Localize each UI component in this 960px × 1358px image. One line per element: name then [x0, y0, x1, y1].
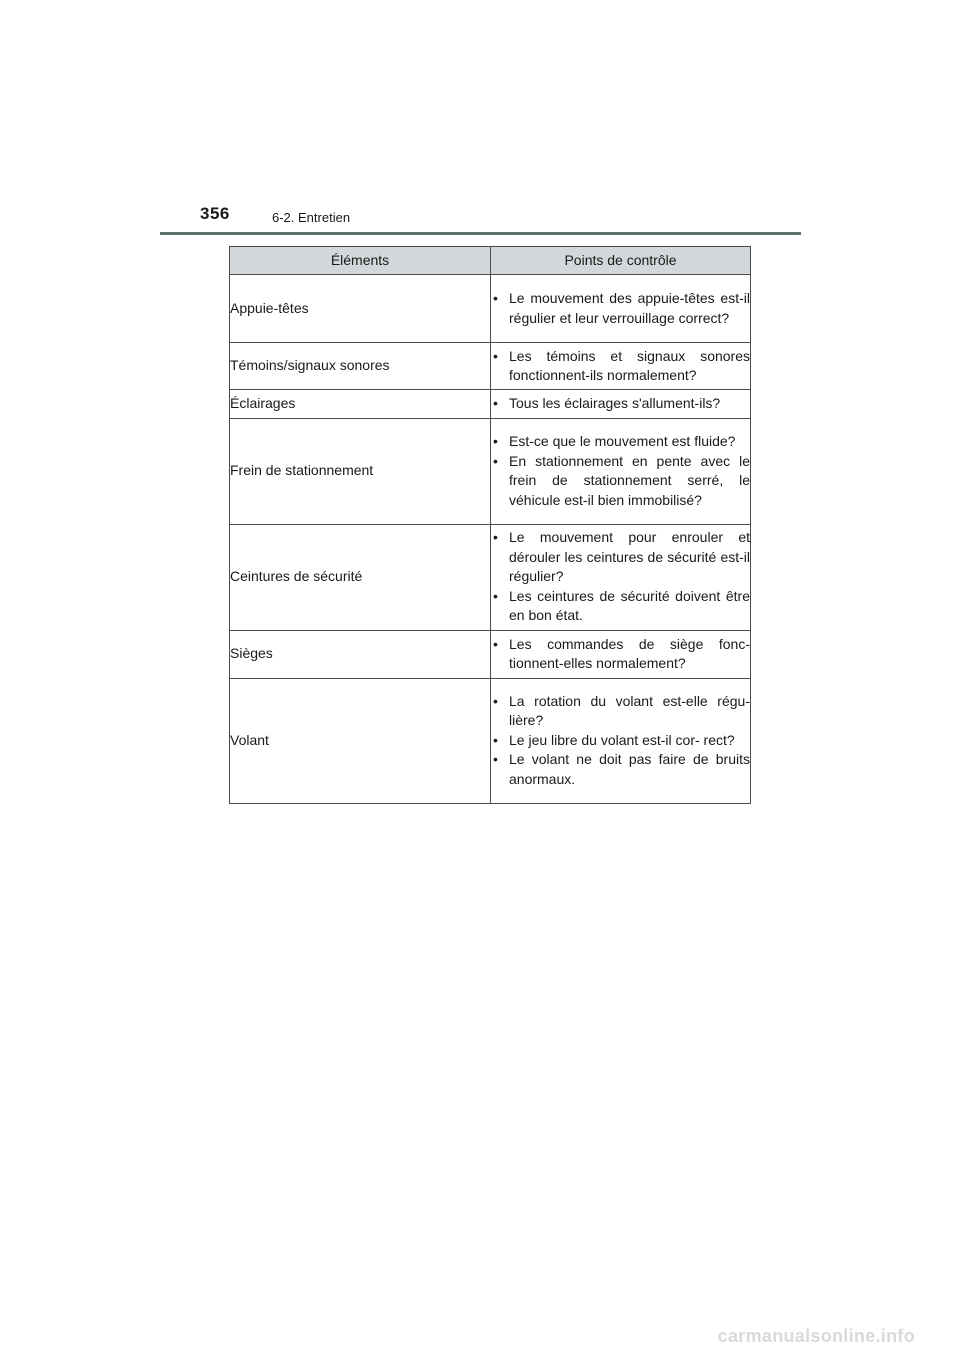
watermark: carmanualsonline.info [717, 1326, 915, 1346]
checkpoints-cell [491, 275, 751, 343]
checkpoint-item: • Tous les éclairages s'allument-ils? [491, 394, 750, 414]
column-header-items: Éléments [230, 247, 491, 275]
item-label: Frein de stationnement [230, 418, 491, 524]
column-header-checkpoints: Points de contrôle [491, 247, 751, 275]
table-row [230, 343, 751, 390]
checkpoints-cell [491, 418, 751, 524]
checkpoint-list [491, 289, 750, 328]
table-row [230, 524, 751, 630]
header-divider [160, 232, 801, 235]
table-row [230, 390, 751, 419]
checkpoint-list [491, 528, 750, 626]
checkpoints-cell [491, 390, 751, 419]
item-label: Témoins/signaux sonores [230, 343, 491, 390]
item-label: Sièges [230, 630, 491, 678]
checkpoint-list [491, 692, 750, 790]
item-label: Ceintures de sécurité [230, 524, 491, 630]
checkpoint-item: • La rotation du volant est-elle régu- lière? [491, 692, 750, 731]
checkpoint-list [491, 635, 750, 674]
checkpoints-cell [491, 630, 751, 678]
item-label: Éclairages [230, 390, 491, 419]
table-row [230, 630, 751, 678]
checkpoints-cell [491, 678, 751, 803]
checkpoint-list [491, 432, 750, 510]
table-row [230, 275, 751, 343]
checkpoints-cell [491, 524, 751, 630]
checkpoint-item: • En stationnement en pente avec le frein de stationnement serré, le véhicule est-il bien immobilisé? [491, 452, 750, 511]
checkpoint-item: • Est-ce que le mouvement est fluide? [491, 432, 750, 452]
checkpoint-item: • Le mouvement des appuie-têtes est-il régulier et leur verrouillage correct? [491, 289, 750, 328]
table-row [230, 678, 751, 803]
checkpoint-list [491, 394, 750, 414]
checkpoint-item: • Le mouvement pour enrouler et dérouler les ceintures de sécurité est-il régulier? [491, 528, 750, 587]
section-title: 6-2. Entretien [272, 210, 351, 225]
item-label: Appuie-têtes [230, 275, 491, 343]
checkpoint-list [491, 347, 750, 386]
checkpoint-item: • Le volant ne doit pas faire de bruits anormaux. [491, 750, 750, 789]
checkpoint-item: • Les ceintures de sécurité doivent être en bon état. [491, 587, 750, 626]
table-row [230, 418, 751, 524]
checkpoint-item: • Les commandes de siège fonc- tionnent-elles normalement? [491, 635, 750, 674]
checkpoint-item: • Les témoins et signaux sonores fonctionnent-ils normalement? [491, 347, 750, 386]
checkpoint-item: • Le jeu libre du volant est-il cor- rect? [491, 731, 750, 751]
inspection-table [229, 246, 751, 804]
page-number: 356 [200, 204, 230, 223]
item-label: Volant [230, 678, 491, 803]
table-header-row [230, 247, 751, 275]
checkpoints-cell [491, 343, 751, 390]
